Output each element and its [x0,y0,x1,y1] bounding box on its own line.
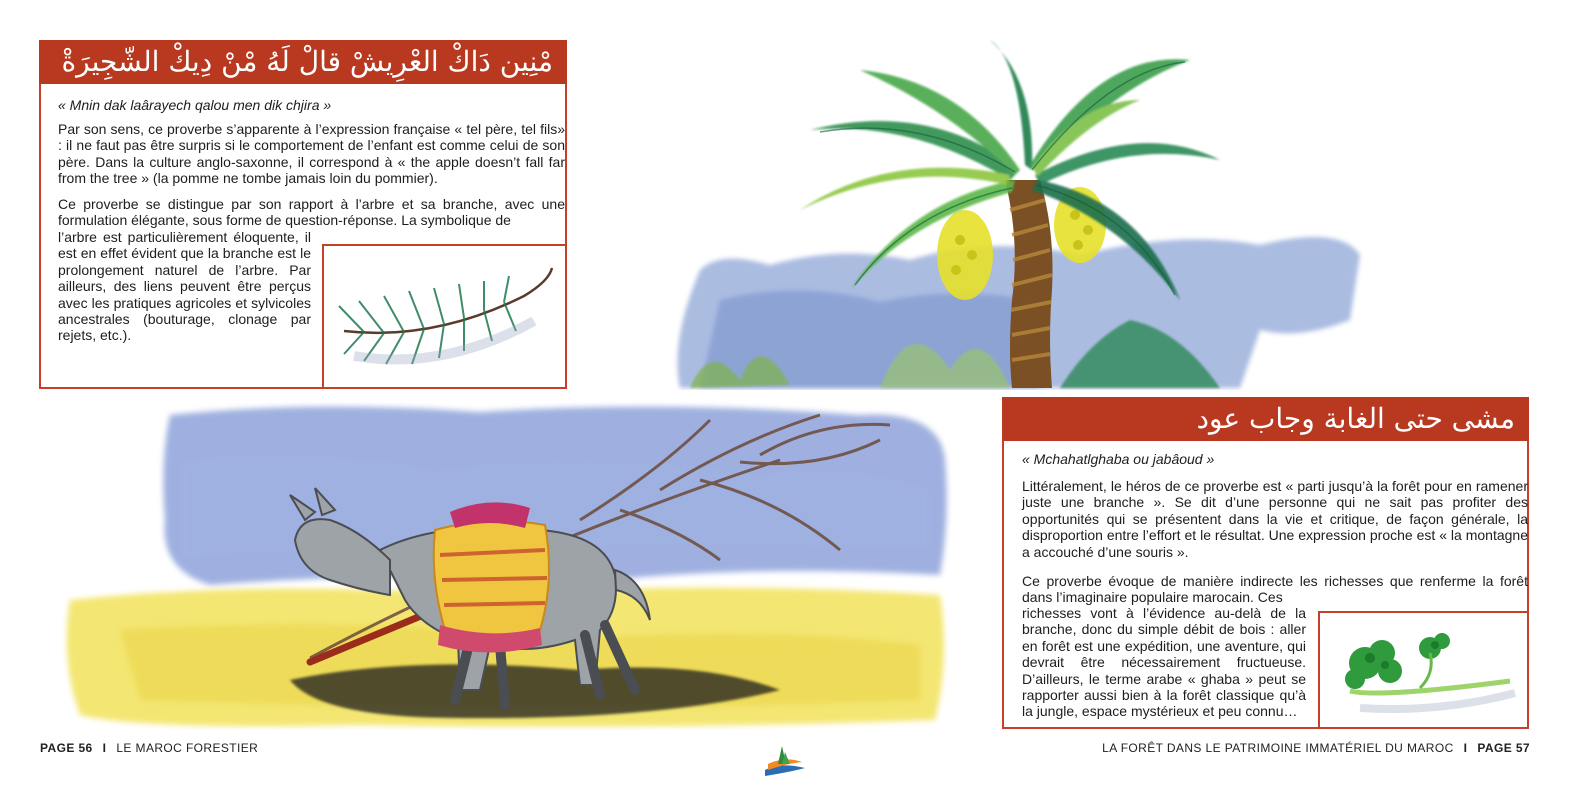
footer-separator-left: I [102,741,107,755]
donkey-illustration [60,400,955,730]
palm-tree-illustration [660,40,1380,390]
right-paragraph-2-top: Ce proverbe évoque de manière indirecte les richesses que renferme la forêt dans l’imaginaire populaire marocain. Ces [1022,573,1528,606]
left-paragraph-2-side: l’arbre est particulièrement éloquente, il est en effet évident que la branche est le prolongement naturel de l’arbre. Par ailleurs, des liens peuvent être perçus avec les pratiques agricoles et sylvicoles ancestrales (bouturage, clonage par rejets, etc.). [58,229,311,344]
right-paragraph-1: Littéralement, le héros de ce proverbe est « parti jusqu’à la forêt pour en ramener juste une branche ». Se dit d’une personne qui ne sait pas profiter des opportunités qui se présentent dans la vie et critique, de façon générale, la disproportion entre l’effort et le résultat. Une expression proche est « la montagne a accouché d’une souris ». [1022,478,1528,560]
logo-icon [760,742,810,782]
palm-branch-illustration [324,246,565,387]
right-image-frame [1318,611,1529,729]
footer-right [1102,741,1530,755]
right-transliteration: « Mchahatlghaba ou jabâoud » [1022,451,1215,467]
left-arabic-title: مْنِين دَاكْ العْرِيشْ قالْ لَهُ مْنْ دِيكْ الشّجِيرَةْ [39,40,567,84]
right-paragraph-2-side: richesses vont à l’évidence au-delà de la branche, donc du simple débit de bois : aller en forêt est une expédition, une aventure, qui devrait être nécessairement fructueuse. D’ailleurs, le terme arabe « ghaba » peut se rapporter aussi bien à la forêt classique qu’à la jungle, espace mystérieux et peu connu… [1022,605,1306,720]
left-page-number: PAGE 56 [40,741,93,755]
left-transliteration: « Mnin dak laârayech qalou men dik chjira » [58,97,332,113]
left-paragraph-2-top: Ce proverbe se distingue par son rapport à l’arbre et sa branche, avec une formulation élégante, sous forme de question-réponse. La symbolique de [58,196,565,229]
right-page-number: PAGE 57 [1477,741,1530,755]
left-paragraph-1: Par son sens, ce proverbe s’apparente à l’expression française « tel père, tel fils» : il ne faut pas être surpris si le comportement de l’enfant est comme celui de son père. Dans la culture anglo-saxonne, il correspond à « the apple doesn’t fall far from the tree » (la pomme ne tombe jamais loin du pommier). [58,121,565,187]
right-running-title: LA FORÊT DANS LE PATRIMOINE IMMATÉRIEL DU MAROC [1102,741,1454,755]
right-arabic-title: مشى حتى الغابة وجاب عود [1002,397,1529,441]
left-image-frame [322,244,567,389]
leaf-branch-illustration [1320,613,1527,727]
left-running-title: LE MAROC FORESTIER [116,741,259,755]
footer-left [40,741,258,755]
footer-separator-right: I [1463,741,1468,755]
